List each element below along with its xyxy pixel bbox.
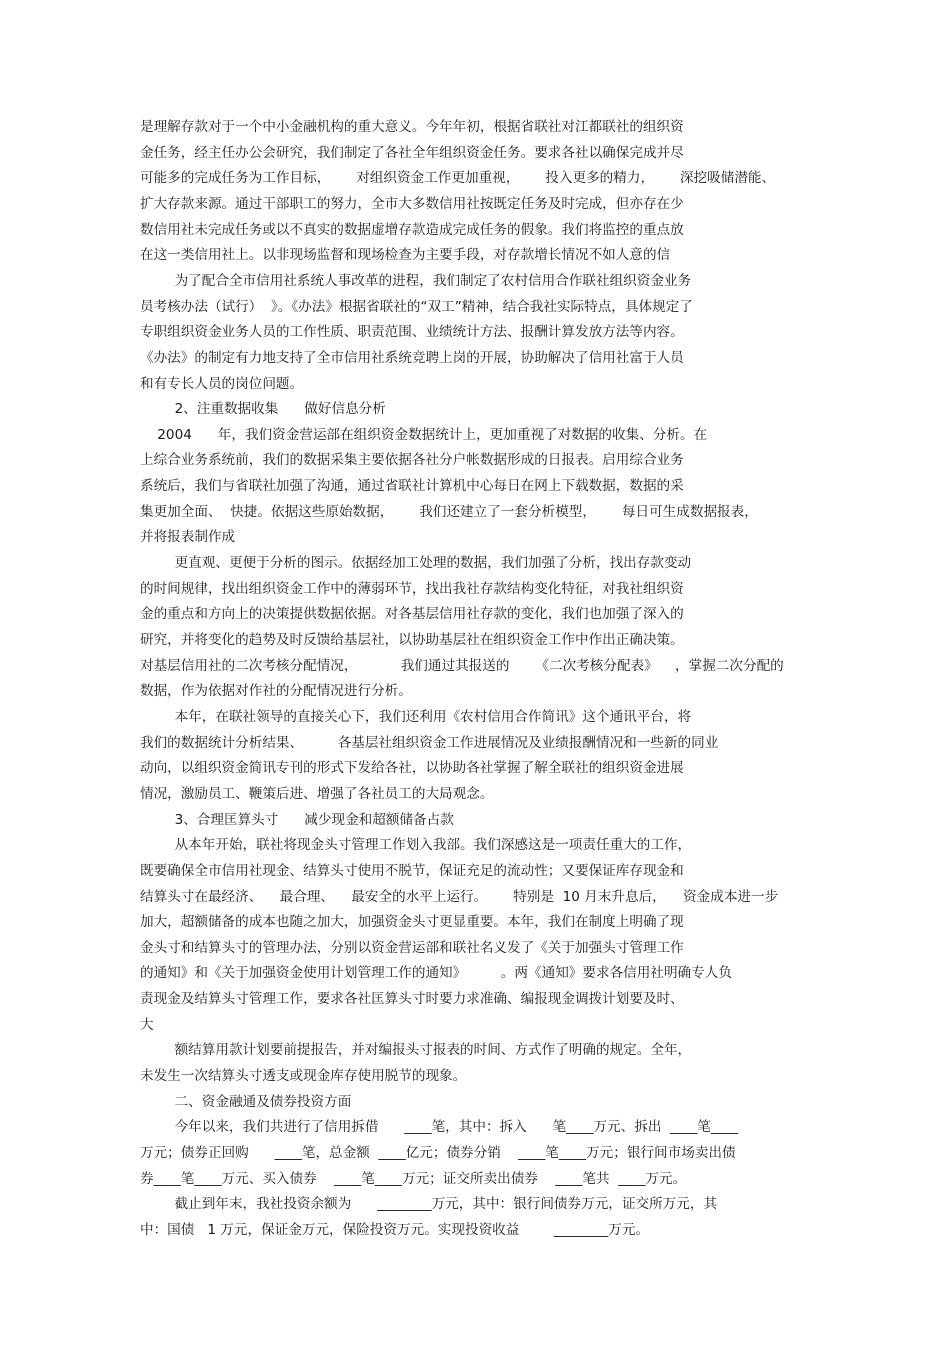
text-line: 未发生一次结算头寸透支或现金库存使用脱节的现象。	[140, 1068, 467, 1085]
text-line: 专职组织资金业务人员的工作性质、职责范围、业绩统计方法、报酬计算发放方法等内容。	[140, 324, 684, 341]
text-line: 动向，以组织资金简讯专刊的形式下发给各社，以协助各社掌握了解全联社的组织资金进展	[140, 760, 684, 777]
text-line: 对基层信用社的二次考核分配情况， 我们通过其报送的 《二次考核分配表》 ，掌握二次分配的	[140, 657, 784, 674]
text-line: 结算头寸在最经济、 最合理、 最安全的水平上运行。 特别是 10 月末升息后， 资金成本进一步	[140, 888, 779, 905]
text-line: 从本年开始，联社将现金头寸管理工作划入我部。我们深感这是一项责任重大的工作，	[140, 837, 692, 854]
text-line: 金头寸和结算头寸的管理办法，分别以资金营运部和联社名义发了《关于加强头寸管理工作	[140, 939, 684, 956]
text-line: 中：国债 1 万元，保证金万元，保险投资万元。实现投资收益 ________万元。	[140, 1221, 650, 1238]
text-line: 为了配合全市信用社系统人事改革的进程，我们制定了农村信用合作联社组织资金业务	[140, 272, 692, 289]
text-line: 金任务，经主任办公会研究，我们制定了各社全年组织资金任务。要求各社以确保完成并尽	[140, 144, 684, 161]
text-line: 更直观、更便于分析的图示。依据经加工处理的数据，我们加强了分析，找出存款变动	[140, 555, 692, 572]
text-line: 责现金及结算头寸管理工作，要求各社匡算头寸时要力求准确、编报现金调拨计划要及时、	[140, 991, 684, 1008]
text-line: 本年，在联社领导的直接关心下，我们还利用《农村信用合作简讯》这个通讯平台，将	[140, 708, 692, 725]
text-line: 扩大存款来源。通过干部职工的努力，全市大多数信用社按既定任务及时完成，但亦存在少	[140, 195, 684, 212]
text-line: 可能多的完成任务为工作目标， 对组织资金工作更加重视， 投入更多的精力， 深挖吸储潜能、	[140, 170, 776, 187]
text-line: 和有专长人员的岗位问题。	[140, 375, 304, 392]
text-line: 金的重点和方向上的决策提供数据依据。对各基层信用社存款的变化，我们也加强了深入的	[140, 606, 684, 623]
text-line: 今年以来，我们共进行了信用拆借 ____笔，其中：拆入 笔____万元、拆出 ____笔____	[140, 1119, 739, 1136]
text-line: 《办法》的制定有力地支持了全市信用社系统竞聘上岗的开展，协助解决了信用社富于人员	[140, 349, 684, 366]
text-line: 万元；债券正回购 ____笔，总金额 ____亿元；债券分销 ____笔____万元；银行间市场卖出债	[140, 1145, 736, 1161]
text-line: 3、合理匡算头寸 减少现金和超额储备占款	[140, 811, 454, 828]
text-line: 是理解存款对于一个中小金融机构的重大意义。今年年初，根据省联社对江都联社的组织资	[140, 119, 684, 135]
text-line: 员考核办法（试行） 》。《办法》根据省联社的“双工”精神，结合我社实际特点，具体规定了	[140, 298, 693, 315]
text-line: 研究，并将变化的趋势及时反馈给基层社，以协助基层社在组织资金工作中作出正确决策。	[140, 632, 684, 648]
text-line: 2、注重数据收集 做好信息分析	[140, 401, 386, 418]
text-line: 情况，激励员工、鞭策后进、增强了各社员工的大局观念。	[140, 785, 494, 802]
text-line: 的时间规律，找出组织资金工作中的薄弱环节，找出我社存款结构变化特征，对我社组织资	[140, 580, 684, 597]
text-line: 数据，作为依据对作社的分配情况进行分析。	[140, 683, 412, 700]
text-line: 加大，超额储备的成本也随之加大，加强资金头寸更显重要。本年，我们在制度上明确了现	[140, 914, 684, 931]
text-line: 大	[140, 1016, 154, 1033]
text-line: 的通知》和《关于加强资金使用计划管理工作的通知》 。两《通知》要求各信用社明确专人负	[140, 965, 732, 982]
text-line: 上综合业务系统前，我们的数据采集主要依据各社分户帐数据形成的日报表。启用综合业务	[140, 452, 684, 469]
text-line: 集更加全面、 快捷。依据这些原始数据， 我们还建立了一套分析模型， 每日可生成数据报表，	[140, 503, 758, 520]
text-line: 既要确保全市信用社现金、结算头寸使用不脱节，保证充足的流动性；又要保证库存现金和	[140, 862, 684, 879]
text-line: 截止到年末，我社投资余额为 ________万元，其中：银行间债券万元，证交所万元，其	[140, 1196, 718, 1213]
text-line: 数信用社未完成任务或以不真实的数据虚增存款造成完成任务的假象。我们将监控的重点放	[140, 221, 684, 238]
text-line: 额结算用款计划要前提报告，并对编报头寸报表的时间、方式作了明确的规定。全年，	[140, 1042, 692, 1059]
text-line: 二、资金融通及债券投资方面	[140, 1093, 352, 1110]
text-line: 系统后，我们与省联社加强了沟通，通过省联社计算机中心每日在网上下载数据，数据的采	[140, 478, 684, 495]
text-line: 2004 年，我们资金营运部在组织资金数据统计上，更加重视了对数据的收集、分析。在	[140, 426, 708, 443]
text-line: 券____笔____万元、买入债券 ____笔____万元；证交所卖出债券 ____笔共 ____万元。	[140, 1170, 687, 1187]
text-line: 在这一类信用社上。以非现场监督和现场检查为主要手段，对存款增长情况不如人意的信	[140, 247, 671, 264]
text-line: 并将报表制作成	[140, 529, 236, 546]
text-line: 我们的数据统计分析结果、 各基层社组织资金工作进展情况及业绩报酬情况和一些新的同业	[140, 734, 719, 751]
